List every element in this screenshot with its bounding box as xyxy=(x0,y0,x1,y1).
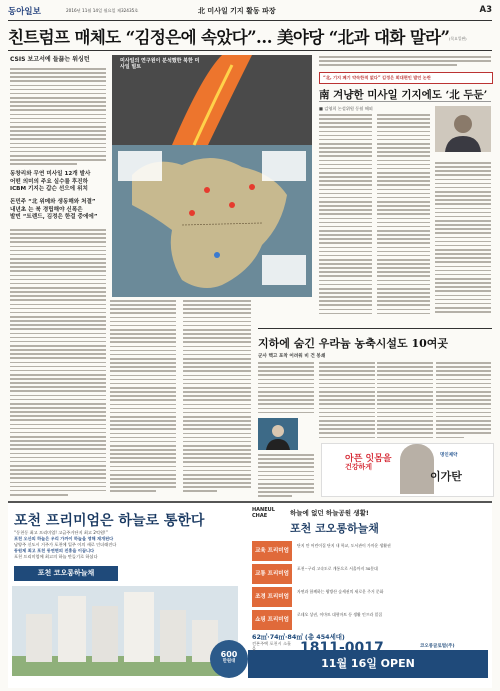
box-byline: ■ 김영희 논설위원 동월 해외 xyxy=(319,106,373,111)
ad-size-line: 62㎡·74㎡·84㎡ (총 454세대) xyxy=(252,633,345,641)
ad-right-title: 포천 코오롱하늘채 xyxy=(290,522,379,535)
korea-map-icon xyxy=(112,55,312,297)
left-subhead: CSIS 보고서에 들끓는 워싱턴 xyxy=(10,56,90,63)
box-title: 南 겨냥한 미사일 기지에도 ‘北 두둔’ xyxy=(319,89,488,101)
box-body-text-2 xyxy=(377,114,430,317)
ad-logo: HANEUL CHAE xyxy=(252,507,275,519)
right-intro-text xyxy=(319,56,491,68)
portrait-icon xyxy=(435,106,491,152)
ad-headline: 포천 프리미엄은 하늘로 통한다 xyxy=(14,513,205,529)
ad-feature-list xyxy=(252,541,488,633)
ad-brand: 명인제약 xyxy=(440,453,458,458)
buildings-icon xyxy=(12,586,238,676)
article-body-text-4 xyxy=(377,362,433,441)
ad-small-subtitle: 건강하게 xyxy=(345,463,373,471)
box-kicker: “北, 기지 폐기 약속한적 없다” 김정은 회대편인 발언 논란 xyxy=(319,72,493,84)
masthead xyxy=(8,4,492,21)
headline-credit: (목요일판) xyxy=(449,36,467,41)
columnist-photo xyxy=(435,106,491,152)
reporter-photo xyxy=(258,418,298,450)
section-title: 北 미사일 기지 활동 파장 xyxy=(198,7,276,15)
feature-row: 쇼핑 프리미엄 로데오 상권, 이마트 대형마트 등 생활 인프라 밀집 xyxy=(252,610,488,631)
box-rule xyxy=(319,101,491,102)
ad-model-house: 견본주택 포천시 소흘읍 xyxy=(252,641,292,651)
article-body-text-1 xyxy=(258,362,314,416)
left-highlight-1: 동창리와 무연 미사일 12개 발사 어떤 의미의 주요 실수를 후진하 ICBM 기지는 갑슨 선으에 위치 xyxy=(10,171,91,192)
ad-copy: “동천동 최고 프리미엄! 고급주거단지 최고 2억원!” 포천 오산의 하늘은 우리 가까이 하늘을 영해 재개된다 남양주 신도시 거주가 포천에 입주 이의 새로 인더래진다 동원제 최고 포천 동연면의 진흥을 이끕니다 포천 프리미엄에 최고의 하늘 만들기로 하셨다 xyxy=(14,530,117,559)
dateline: 2016년 11월 14일 월요일 제32435호 xyxy=(66,8,139,13)
ad-builder: 코오롱글로벌(주) xyxy=(420,644,455,649)
portrait-icon xyxy=(258,418,298,450)
left-body-text-2 xyxy=(10,229,106,498)
newspaper-logo: 동아일보 xyxy=(8,7,41,17)
feature-row: 교육 프리미엄 단지 안 어린이집 단지 내 학교, 도서관이 가까운 생활권 xyxy=(252,541,488,562)
article-body-text-2 xyxy=(258,454,314,500)
ad-phone-number[interactable]: 1811-0017 xyxy=(300,640,384,656)
price-badge: 600 만원대 xyxy=(210,640,248,678)
middle-body-text-2 xyxy=(183,300,251,495)
page-number: A3 xyxy=(479,5,492,15)
ad-product-name: 이가탄 xyxy=(430,470,462,483)
article-rule xyxy=(258,328,492,329)
box-body-text-1 xyxy=(319,114,372,317)
left-highlight-2: 돈민주 “北 위메와 생동해와 처결” 내년초 는 북 경립해야 신폭은 발빈 “트렌드, 김정은 한걸 중에에” xyxy=(10,199,98,220)
ad-brand-bar: 포천 코오롱하늘채 xyxy=(14,566,118,581)
apartment-buildings-image xyxy=(12,586,238,676)
article-subhead: 군사 핵고 포착 어려워 비 건 봉쇄 xyxy=(258,354,326,359)
feature-row: 조경 프리미엄 자연과 함께하는 왕방산 숲세권의 새로운 주거 문화 xyxy=(252,587,488,608)
left-body-text-1 xyxy=(10,68,106,167)
feature-row: 교통 프리미엄 포천~구리 고속도로 개통으로 서울까지 30분대 xyxy=(252,564,488,585)
map-title: 미사일의 연구원이 분석했한 북한 미사일 벌트 xyxy=(120,58,200,70)
open-date-banner: 11월 16일 OPEN xyxy=(248,650,488,678)
middle-body-text-1 xyxy=(110,300,176,495)
box-body-text-3 xyxy=(435,162,491,315)
headline-rule xyxy=(8,50,492,51)
article-body-text-5 xyxy=(436,362,491,441)
ad-small-title: 아픈 잇몸을 xyxy=(345,454,392,464)
article-headline: 지하에 숨긴 우라늄 농축시설도 10여곳 xyxy=(258,337,449,350)
main-headline: 친트럼프 매체도 “김정은에 속았다”… 美야당 “北과 대화 말라” xyxy=(8,28,450,47)
article-body-text-3 xyxy=(319,362,375,441)
missile-map-graphic xyxy=(112,55,312,297)
ad-right-tagline: 하늘에 없던 하늘공원 생활! xyxy=(290,509,369,517)
